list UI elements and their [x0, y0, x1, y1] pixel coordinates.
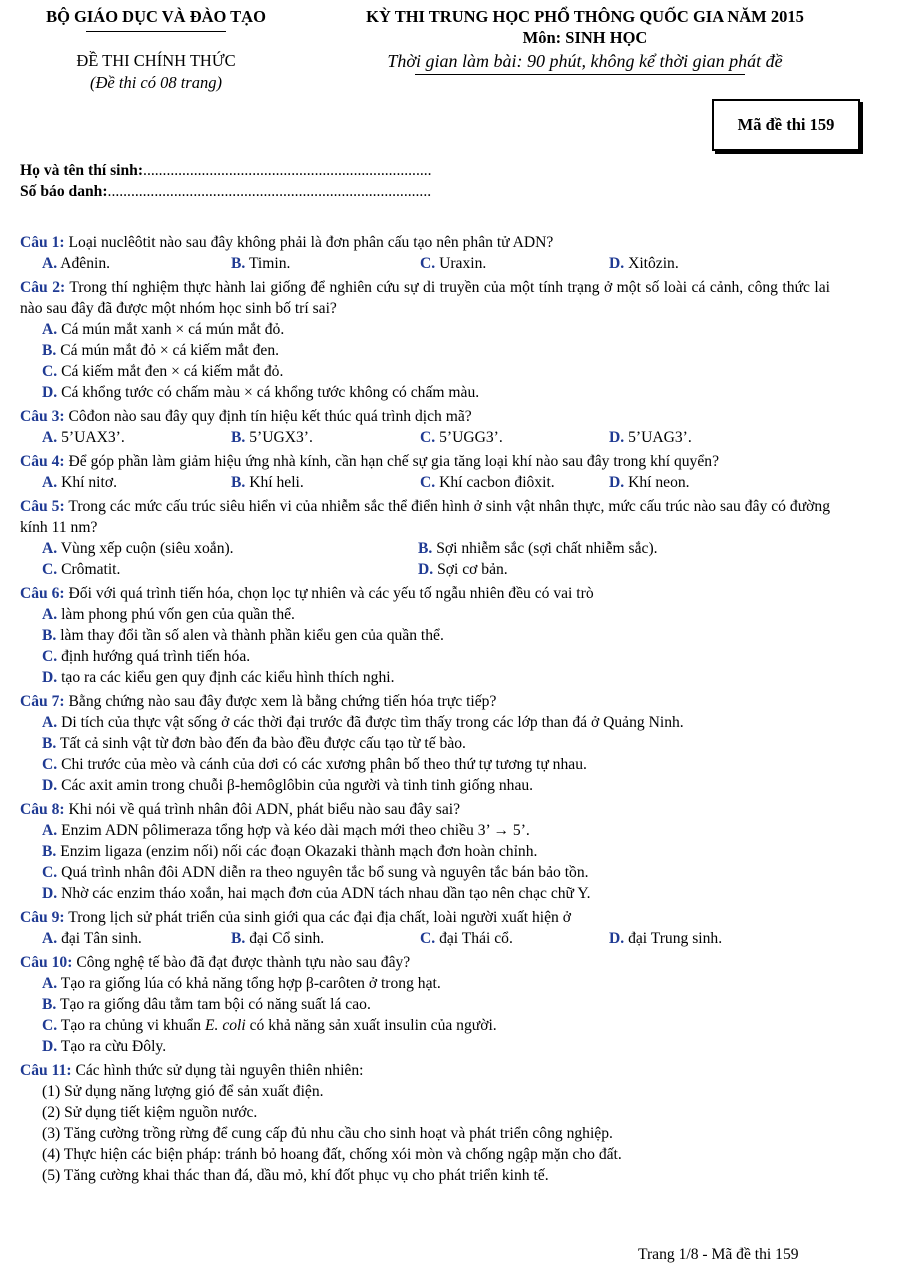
option-a: A. Tạo ra giống lúa có khả năng tổng hợp β-carôten ở trong hạt. [42, 975, 441, 992]
list-item: (1) Sử dụng năng lượng gió để sản xuất điện. [42, 1083, 324, 1100]
option-d: D. tạo ra các kiểu gen quy định các kiểu hình thích nghi. [42, 669, 395, 686]
question-2 [20, 277, 830, 403]
candidate-name-line [20, 160, 432, 181]
option-a: A. Khí nitơ. [42, 474, 117, 491]
option-c: C. Cá kiếm mắt đen × cá kiếm mắt đỏ. [42, 363, 284, 380]
question-6 [20, 583, 830, 688]
option-c: C. 5’UGG3’. [420, 429, 503, 446]
option-c: C. Tạo ra chủng vi khuẩn E. coli có khả năng sản xuất insulin của người. [42, 1017, 497, 1034]
question-8 [20, 799, 830, 904]
question-label: Câu 4: [20, 453, 65, 470]
question-text: Để góp phần làm giảm hiệu ứng nhà kính, cần hạn chế sự gia tăng loại khí nào sau đây trong khí quyển? [68, 453, 719, 470]
option-d: D. Tạo ra cừu Đôly. [42, 1038, 167, 1055]
question-text: Loại nuclêôtit nào sau đây không phải là đơn phân cấu tạo nên phân tử ADN? [68, 234, 554, 251]
question-label: Câu 2: [20, 279, 66, 296]
question-label: Câu 10: [20, 954, 73, 971]
option-b: B. Khí heli. [231, 474, 304, 491]
option-d: D. Sợi cơ bản. [418, 561, 508, 578]
question-1 [20, 232, 830, 274]
question-4 [20, 451, 830, 493]
option-b: B. làm thay đổi tần số alen và thành phần kiểu gen của quần thể. [42, 627, 444, 644]
ministry-name: BỘ GIÁO DỤC VÀ ĐÀO TẠO [46, 7, 266, 26]
page-count-note: (Đề thi có 08 trang) [90, 73, 222, 92]
time-label: Thời gian làm bài: 90 phút, không kể thời gian phát đề [387, 51, 783, 71]
list-item: (2) Sử dụng tiết kiệm nguồn nước. [42, 1104, 258, 1121]
exam-title: KỲ THI TRUNG HỌC PHỔ THÔNG QUỐC GIA NĂM 2015 [366, 7, 804, 26]
candidate-id-label: Số báo danh: [20, 183, 108, 200]
candidate-id-line [20, 181, 432, 202]
option-b: B. Tạo ra giống dâu tằm tam bội có năng suất lá cao. [42, 996, 371, 1013]
question-label: Câu 6: [20, 585, 65, 602]
page-footer: Trang 1/8 - Mã đề thi 159 [638, 1246, 799, 1263]
candidate-name-label: Họ và tên thí sinh: [20, 162, 144, 179]
question-label: Câu 11: [20, 1062, 72, 1079]
option-a: A. Di tích của thực vật sống ở các thời đại trước đã được tìm thấy trong các lớp than đá ở Quảng Ninh. [42, 714, 684, 731]
header-right [305, 6, 865, 75]
question-text: Bằng chứng nào sau đây được xem là bằng chứng tiến hóa trực tiếp? [68, 693, 497, 710]
option-a: A. đại Tân sinh. [42, 930, 142, 947]
option-b: B. Enzim ligaza (enzim nối) nối các đoạn Okazaki thành mạch đơn hoàn chỉnh. [42, 843, 538, 860]
option-a: A. 5’UAX3’. [42, 429, 125, 446]
exam-code-box: Mã đề thi 159 [712, 99, 860, 151]
candidate-id-dots: ................................................................................... [107, 183, 432, 200]
list-item: (4) Thực hiện các biện pháp: tránh bỏ hoang đất, chống xói mòn và chống ngập mặn cho đất. [42, 1146, 622, 1163]
question-text: Các hình thức sử dụng tài nguyên thiên nhiên: [75, 1062, 364, 1079]
option-a: A. làm phong phú vốn gen của quần thể. [42, 606, 295, 623]
option-c: C. Uraxin. [420, 255, 487, 272]
option-b: B. Cá mún mắt đỏ × cá kiếm mắt đen. [42, 342, 280, 359]
question-label: Câu 8: [20, 801, 65, 818]
question-list [20, 232, 830, 1189]
question-text: Trong thí nghiệm thực hành lai giống để nghiên cứu sự di truyền của một tính trạng ở một số loài cá cảnh, công thức lai nào sau đây đã được một nhóm học sinh bố trí sai? [20, 279, 830, 317]
option-c: C. Crômatit. [42, 561, 121, 578]
option-d: D. Cá khổng tước có chấm màu × cá khổng tước không có chấm màu. [42, 384, 480, 401]
time-underline [415, 74, 745, 75]
option-c: C. Quá trình nhân đôi ADN diễn ra theo nguyên tắc bổ sung và nguyên tắc bán bảo tồn. [42, 864, 589, 881]
question-text: Công nghệ tế bào đã đạt được thành tựu nào sau đây? [76, 954, 411, 971]
option-d: D. Khí neon. [609, 474, 690, 491]
option-d: D. Các axit amin trong chuỗi β-hemôglôbin của người và tinh tinh giống nhau. [42, 777, 534, 794]
question-label: Câu 9: [20, 909, 65, 926]
option-a: A. Vùng xếp cuộn (siêu xoắn). [42, 540, 234, 557]
header-left [10, 6, 302, 94]
option-b: B. Timin. [231, 255, 291, 272]
option-b: B. 5’UGX3’. [231, 429, 313, 446]
question-text: Đối với quá trình tiến hóa, chọn lọc tự nhiên và các yếu tố ngẫu nhiên đều có vai trò [68, 585, 594, 602]
option-d: D. đại Trung sinh. [609, 930, 723, 947]
question-label: Câu 7: [20, 693, 65, 710]
question-5 [20, 496, 830, 580]
list-item: (3) Tăng cường trồng rừng để cung cấp đủ nhu cầu cho sinh hoạt và phát triển công nghiệp. [42, 1125, 613, 1142]
question-label: Câu 5: [20, 498, 65, 515]
option-d: D. 5’UAG3’. [609, 429, 692, 446]
subject-label: Môn: SINH HỌC [522, 28, 648, 47]
candidate-name-dots: .......................................................................... [143, 162, 432, 179]
question-7 [20, 691, 830, 796]
list-item: (5) Tăng cường khai thác than đá, dầu mỏ, khí đốt phục vụ cho phát triển kinh tế. [42, 1167, 549, 1184]
ministry-underline [86, 31, 226, 32]
question-10 [20, 952, 830, 1057]
option-c: C. định hướng quá trình tiến hóa. [42, 648, 251, 665]
option-b: B. Tất cả sinh vật từ đơn bào đến đa bào đều được cấu tạo từ tế bào. [42, 735, 466, 752]
option-a: A. Ađênin. [42, 255, 111, 272]
option-a: A. Cá mún mắt xanh × cá mún mắt đỏ. [42, 321, 285, 338]
question-label: Câu 1: [20, 234, 65, 251]
candidate-info [20, 160, 432, 202]
option-c: C. Chi trước của mèo và cánh của dơi có các xương phân bố theo thứ tự tương tự nhau. [42, 756, 587, 773]
question-text: Trong lịch sử phát triển của sinh giới qua các đại địa chất, loài người xuất hiện ở [68, 909, 571, 926]
option-d: D. Xitôzin. [609, 255, 679, 272]
question-text: Trong các mức cấu trúc siêu hiển vi của nhiễm sắc thể điển hình ở sinh vật nhân thực, mức cấu trúc nào sau đây có đường kính 11 nm? [20, 498, 830, 536]
question-label: Câu 3: [20, 408, 65, 425]
option-b: B. đại Cổ sinh. [231, 930, 325, 947]
option-b: B. Sợi nhiễm sắc (sợi chất nhiễm sắc). [418, 540, 658, 557]
question-text: Khi nói về quá trình nhân đôi ADN, phát biểu nào sau đây sai? [68, 801, 461, 818]
question-9 [20, 907, 830, 949]
option-c: C. Khí cacbon điôxit. [420, 474, 555, 491]
question-text: Côđon nào sau đây quy định tín hiệu kết thúc quá trình dịch mã? [68, 408, 472, 425]
option-a: A. Enzim ADN pôlimeraza tổng hợp và kéo dài mạch mới theo chiều 3’ → 5’. [42, 822, 530, 839]
question-3 [20, 406, 830, 448]
official-label: ĐỀ THI CHÍNH THỨC [76, 51, 236, 70]
option-d: D. Nhờ các enzim tháo xoắn, hai mạch đơn của ADN tách nhau dần tạo nên chạc chữ Y. [42, 885, 591, 902]
question-11 [20, 1060, 830, 1186]
option-c: C. đại Thái cổ. [420, 930, 513, 947]
